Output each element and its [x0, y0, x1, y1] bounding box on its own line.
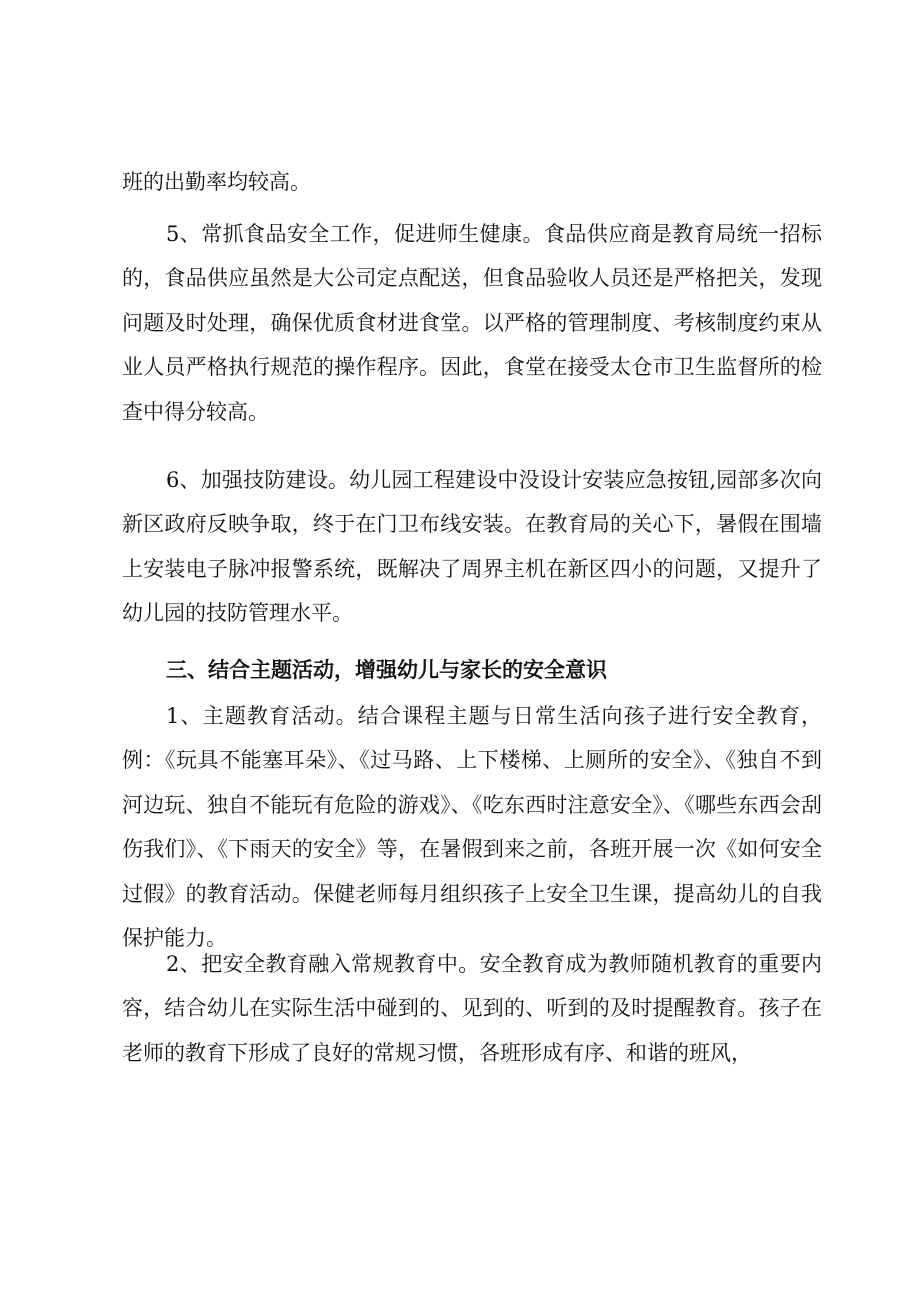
paragraph-food-safety-block	[122, 212, 822, 434]
paragraph-theme-activity-block	[122, 694, 822, 960]
paragraph-food-safety: 5、常抓食品安全工作，促进师生健康。食品供应商是教育局统一招标的，食品供应虽然是大公司定点配送，但食品验收人员还是严格把关，发现问题及时处理，确保优质食材进食堂。以严格的管理制度、考核制度约束从业人员严格执行规范的操作程序。因此，食堂在接受太仓市卫生监督所的检查中得分较高。	[122, 222, 822, 424]
paragraph-tech-defense-block	[122, 458, 822, 636]
paragraph-tech-defense: 6、加强技防建设。幼儿园工程建设中没设计安装应急按钮,园部多次向新区政府反映争取，终于在门卫布线安装。在教育局的关心下，暑假在围墙上安装电子脉冲报警系统，既解决了周界主机在新区四小的问题，又提升了幼儿园的技防管理水平。	[122, 468, 822, 626]
section-heading: 三、结合主题活动，增强幼儿与家长的安全意识	[166, 657, 607, 682]
section-heading-block	[122, 648, 822, 692]
paragraph-routine-education-block	[122, 942, 822, 1075]
paragraph-routine-education: 2、把安全教育融入常规教育中。安全教育成为教师随机教育的重要内容，结合幼儿在实际生活中碰到的、见到的、听到的及时提醒教育。孩子在老师的教育下形成了良好的常规习惯，各班形成有序、和谐的班风，	[122, 952, 822, 1065]
paragraph-continuation: 班的出勤率均较高。	[122, 170, 311, 194]
paragraph-theme-activity: 1、主题教育活动。结合课程主题与日常生活向孩子进行安全教育，例：《玩具不能塞耳朵》、《过马路、上下楼梯、上厕所的安全》、《独自不到河边玩、独自不能玩有危险的游戏》、《吃东西时注意安全》、《哪些东西会刮伤我们》、《下雨天的安全》等，在暑假到来之前，各班开展一次《如何安全过假》的教育活动。保健老师每月组织孩子上安全卫生课，提高幼儿的自我保护能力。	[122, 704, 822, 951]
paragraph-continuation-block	[122, 160, 822, 204]
